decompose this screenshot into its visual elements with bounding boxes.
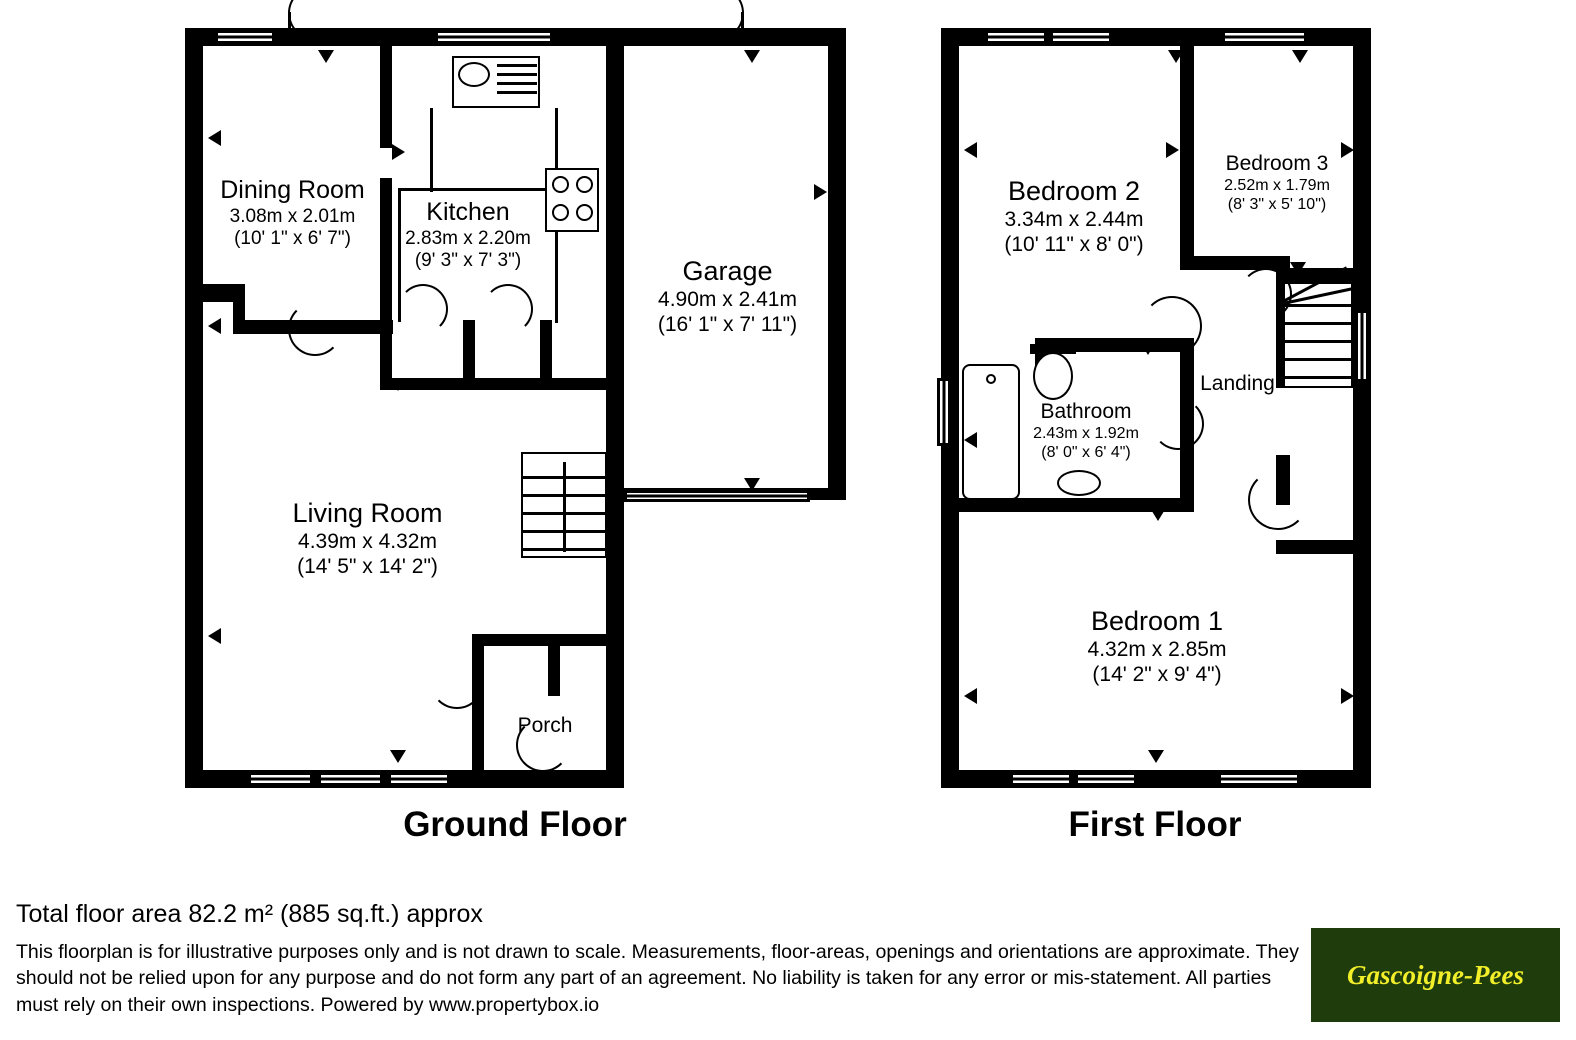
arrow-gf-hall-down bbox=[390, 378, 406, 391]
hob-burner-2 bbox=[576, 176, 593, 193]
room-name: Porch bbox=[517, 714, 573, 737]
arrow-gf-dining-left bbox=[208, 130, 221, 146]
wall-gf-porch-inner bbox=[548, 646, 560, 696]
window-gf-dining-top bbox=[215, 30, 275, 44]
room-name: Bedroom 1 bbox=[1090, 606, 1224, 636]
wall-gf-mid-vertical bbox=[606, 28, 624, 500]
room-dim-imperial: (8' 0" x 6' 4") bbox=[1041, 443, 1131, 461]
bathtub-plug-icon bbox=[986, 374, 996, 384]
room-dim-imperial: (10' 1" x 6' 7") bbox=[234, 227, 351, 249]
sink-basin-icon bbox=[458, 62, 490, 87]
window-ff-bed3-top bbox=[1222, 30, 1307, 44]
sink-drain-line-3 bbox=[497, 82, 537, 85]
room-dim-imperial: (9' 3" x 7' 3") bbox=[414, 249, 522, 271]
wall-ff-bottom bbox=[941, 770, 1371, 788]
arrow-gf-living-left-bottom bbox=[208, 628, 221, 644]
wall-gf-porch-bottom bbox=[472, 694, 484, 772]
room-label-dining-room bbox=[190, 176, 395, 250]
footer bbox=[16, 900, 1306, 1018]
door-ff-bed1 bbox=[1248, 470, 1308, 530]
arrow-ff-bed3-top bbox=[1292, 50, 1308, 63]
disclaimer-text: This floorplan is for illustrative purposes only and is not drawn to scale. Measurements, floor-areas, openings and orientations are approximate. They should not be relied upon for any purpose and do not form any part of an agreement. No liability is taken for any error or mis-statement. All parties must rely on their own inspections. Powered by www.propertybox.io bbox=[16, 941, 1299, 1016]
room-label-kitchen bbox=[385, 198, 551, 272]
room-label-bathroom bbox=[1012, 400, 1160, 463]
toilet-icon bbox=[1033, 352, 1073, 400]
arrow-gf-dining-right bbox=[392, 144, 405, 160]
sink-drain-line-4 bbox=[497, 91, 537, 94]
arrow-gf-garage-left bbox=[609, 184, 622, 200]
arrow-ff-bed3-bottom bbox=[1290, 262, 1306, 275]
arrow-gf-garage-top bbox=[744, 50, 760, 63]
window-ff-bed1-bottom-3 bbox=[1218, 772, 1300, 786]
room-label-bedroom-1 bbox=[1048, 606, 1266, 687]
wall-ff-bed2-bed3-divider bbox=[1180, 28, 1194, 268]
room-label-bedroom-3 bbox=[1196, 152, 1358, 215]
window-gf-bottom-3 bbox=[388, 772, 450, 786]
brand-logo-text: Gascoigne-Pees bbox=[1347, 959, 1524, 990]
door-gf-cupboard-2 bbox=[483, 284, 533, 334]
toilet-cistern-icon bbox=[1030, 344, 1076, 354]
hob-icon bbox=[545, 168, 599, 232]
sink-drain-line-1 bbox=[497, 64, 537, 67]
hob-burner-3 bbox=[552, 204, 569, 221]
wall-ff-left-bottom bbox=[941, 500, 959, 788]
wall-gf-left bbox=[185, 28, 203, 788]
window-ff-bed2-top-2 bbox=[1050, 30, 1112, 44]
arrow-gf-dining-top bbox=[318, 50, 334, 63]
room-dim-metric: 2.43m x 1.92m bbox=[1033, 424, 1139, 442]
hob-burner-4 bbox=[576, 204, 593, 221]
room-dim-metric: 2.83m x 2.20m bbox=[405, 227, 531, 249]
window-gf-bottom-1 bbox=[248, 772, 313, 786]
room-name: Bathroom bbox=[1040, 400, 1132, 423]
wall-ff-bed3-bottom bbox=[1180, 256, 1290, 270]
wall-gf-porch-top bbox=[472, 634, 612, 646]
floor-title-ground: Ground Floor bbox=[403, 805, 627, 844]
wall-ff-right bbox=[1353, 28, 1371, 788]
door-gf-hall-1 bbox=[288, 302, 342, 356]
stairs-arrow-shaft bbox=[563, 462, 566, 552]
room-dim-imperial: (10' 11" x 8' 0") bbox=[1004, 232, 1144, 256]
basin-icon bbox=[1057, 470, 1101, 496]
room-dim-imperial: (16' 1" x 7' 11") bbox=[657, 312, 798, 336]
window-gf-bottom-2 bbox=[318, 772, 383, 786]
window-gf-kitchen-top bbox=[435, 30, 553, 44]
counter-line-bottom bbox=[398, 188, 558, 191]
arrow-ff-bath-bottom bbox=[1150, 508, 1166, 521]
room-dim-imperial: (8' 3" x 5' 10") bbox=[1227, 195, 1327, 213]
room-dim-metric: 2.52m x 1.79m bbox=[1224, 176, 1330, 194]
door-ff-bed3 bbox=[1240, 268, 1292, 320]
room-dim-imperial: (14' 2" x 9' 4") bbox=[1092, 662, 1222, 686]
wall-ff-left-top bbox=[941, 28, 959, 348]
arrow-gf-living-left-top bbox=[208, 318, 221, 334]
arrow-gf-living-bottom bbox=[390, 750, 406, 763]
total-floor-area: Total floor area 82.2 m² (885 sq.ft.) approx bbox=[16, 900, 483, 928]
room-dim-metric: 4.39m x 4.32m bbox=[298, 529, 437, 553]
brand-logo bbox=[1311, 928, 1560, 1022]
window-ff-bed1-bottom-1 bbox=[1010, 772, 1072, 786]
window-ff-bed1-bottom-2 bbox=[1075, 772, 1137, 786]
room-dim-metric: 4.90m x 2.41m bbox=[658, 287, 797, 311]
room-label-landing bbox=[1185, 372, 1290, 397]
arrow-ff-bed1-bottom bbox=[1148, 750, 1164, 763]
arrow-ff-bed2-left bbox=[964, 142, 977, 158]
stairs-first bbox=[1283, 282, 1353, 388]
door-gf-top-2-leaf bbox=[741, 12, 744, 42]
room-name: Living Room bbox=[292, 498, 443, 528]
window-gf-garage-door bbox=[624, 490, 810, 502]
room-label-bedroom-2 bbox=[970, 176, 1178, 257]
arrow-gf-garage-right bbox=[814, 184, 827, 200]
room-dim-metric: 4.32m x 2.85m bbox=[1087, 637, 1227, 661]
arrow-ff-bed1-left bbox=[964, 688, 977, 704]
arrow-ff-bed2-top bbox=[1168, 50, 1184, 63]
arrow-ff-bath-left bbox=[964, 432, 977, 448]
door-gf-cupboard-1 bbox=[398, 284, 448, 334]
room-label-living-room bbox=[255, 498, 480, 579]
sink-drain-line-2 bbox=[497, 73, 537, 76]
window-ff-bath-left bbox=[937, 378, 951, 446]
wall-gf-dining-right bbox=[380, 28, 392, 148]
wall-ff-landing-bottom bbox=[1276, 540, 1370, 554]
room-name: Bedroom 3 bbox=[1225, 152, 1329, 175]
room-name: Kitchen bbox=[426, 198, 510, 226]
arrow-gf-garage-bottom bbox=[744, 478, 760, 491]
wall-gf-right-garage bbox=[828, 28, 846, 498]
window-ff-landing-right bbox=[1355, 310, 1369, 382]
wall-gf-kitchen-right-seg bbox=[540, 320, 552, 380]
room-label-porch bbox=[495, 714, 595, 739]
door-gf-top-1-leaf bbox=[288, 12, 291, 42]
room-dim-metric: 3.08m x 2.01m bbox=[229, 205, 356, 227]
wall-gf-cupboard-bottom bbox=[380, 378, 607, 390]
room-dim-metric: 3.34m x 2.44m bbox=[1004, 207, 1144, 231]
arrow-ff-bed2-bottom bbox=[1140, 342, 1156, 355]
door-gf-porch-inner bbox=[430, 655, 484, 709]
room-label-garage bbox=[625, 256, 830, 337]
room-name: Garage bbox=[682, 256, 773, 286]
room-name: Dining Room bbox=[220, 176, 365, 204]
floor-title-first: First Floor bbox=[1068, 805, 1242, 844]
room-dim-imperial: (14' 5" x 14' 2") bbox=[297, 554, 438, 578]
counter-line-left bbox=[430, 108, 433, 192]
room-name: Landing bbox=[1200, 372, 1275, 395]
arrow-ff-bed2-right bbox=[1166, 142, 1179, 158]
hob-burner-1 bbox=[552, 176, 569, 193]
room-name: Bedroom 2 bbox=[1007, 176, 1141, 206]
arrow-ff-bed1-right bbox=[1341, 688, 1354, 704]
window-ff-bed2-top-1 bbox=[985, 30, 1047, 44]
